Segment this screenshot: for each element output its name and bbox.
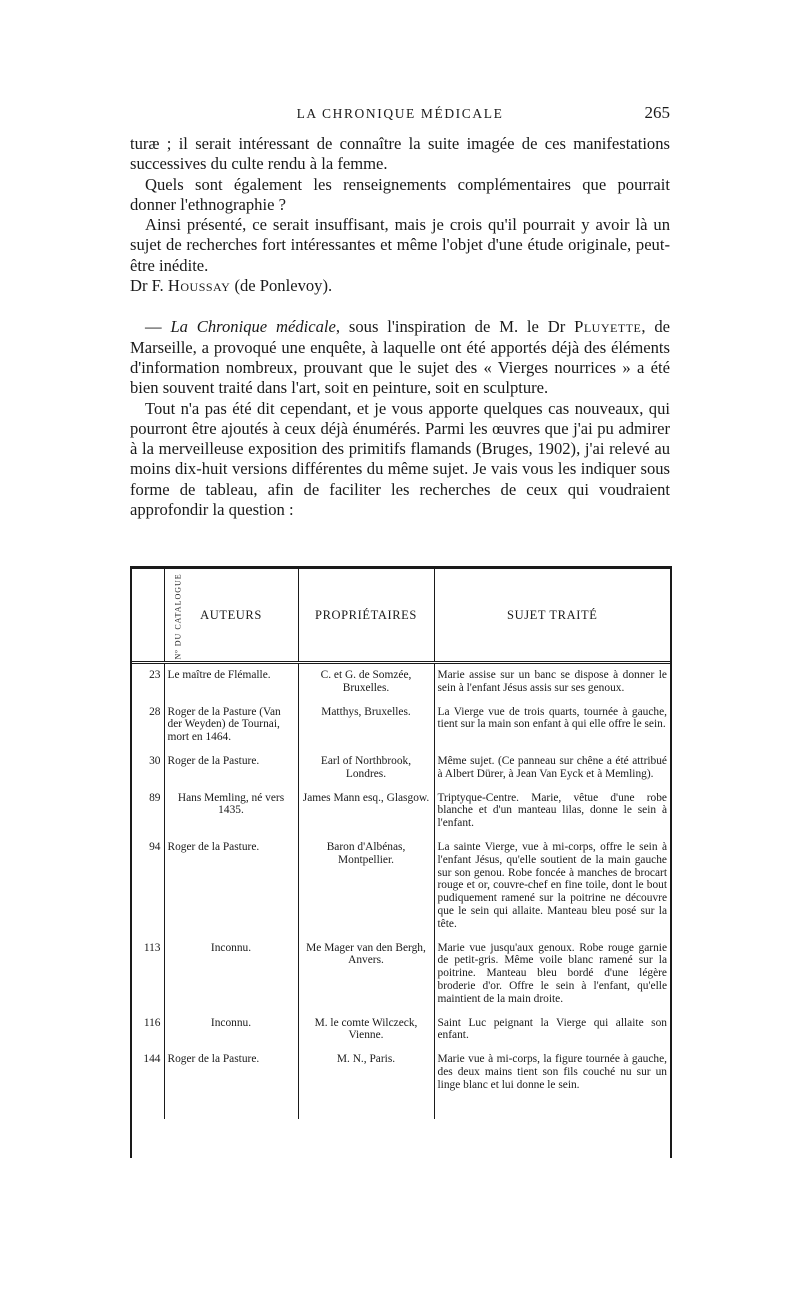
owner-cell: James Mann esq., Glasgow. xyxy=(298,787,434,836)
catalogue-number: 113 xyxy=(132,937,164,1012)
author-cell: Inconnu. xyxy=(164,1012,298,1049)
paragraph-4-text-b: , de Marseille, a provoqué une enquête, à laquelle ont été apportés déjà des éléments d'information nombreux, prouvant que le sujet des « Vierges nourrices » a été bien souvent traité dans l'art, soit en peinture, soit en sculpture. xyxy=(130,317,670,398)
paragraph-gap xyxy=(130,296,670,317)
table-row xyxy=(132,1012,670,1049)
subject-cell: Même sujet. (Ce panneau sur chêne a été attribué à Albert Dürer, à Jean Van Eyck et à Memling). xyxy=(437,754,667,780)
signature-title: Dr F. xyxy=(130,276,164,296)
signature-name: Houssay xyxy=(167,276,231,296)
table-row xyxy=(132,836,670,937)
body-text xyxy=(130,134,670,520)
paragraph-1: turæ ; il serait intéressant de connaître la suite imagée de ces manifestations successives du culte rendu à la femme. xyxy=(130,134,670,174)
running-head xyxy=(130,103,670,128)
table-header-row xyxy=(132,569,670,663)
owner-cell: M. N., Paris. xyxy=(298,1048,434,1119)
author-cell: Roger de la Pasture. xyxy=(164,750,298,787)
author-cell: Le maître de Flémalle. xyxy=(164,663,298,701)
catalogue-number: 28 xyxy=(132,701,164,750)
table-row xyxy=(132,701,670,750)
table-row xyxy=(132,937,670,1012)
author-cell: Roger de la Pasture. xyxy=(164,836,298,937)
author-cell: Inconnu. xyxy=(164,937,298,1012)
table-row xyxy=(132,1048,670,1119)
paragraph-4-dash: — xyxy=(145,317,171,337)
catalogue-number: 144 xyxy=(132,1048,164,1119)
catalogue-number: 94 xyxy=(132,836,164,937)
journal-title: La Chronique médicale xyxy=(170,317,336,337)
catalogue-number: 89 xyxy=(132,787,164,836)
subject-cell: Marie vue à mi-corps, la figure tournée à gauche, des deux mains tient son fils couché nu sur un linge blanc et lui donne le sein. xyxy=(437,1053,667,1091)
paragraph-4 xyxy=(130,317,670,398)
table-row xyxy=(132,663,670,701)
paragraph-2: Quels sont également les renseignements complémentaires que pourrait donner l'ethnographie ? xyxy=(130,174,670,214)
signature-place: (de Ponlevoy). xyxy=(234,276,333,296)
author-cell: Roger de la Pasture (Van der Weyden) de Tournai, mort en 1464. xyxy=(164,701,298,750)
header-owners: PROPRIÉTAIRES xyxy=(298,569,434,663)
owner-cell: Baron d'Albénas, Montpellier. xyxy=(298,836,434,937)
signature xyxy=(130,276,670,296)
subject-cell: La Vierge vue de trois quarts, tournée à gauche, tient sur la main son enfant à qui elle offre le sein. xyxy=(437,705,667,731)
author-cell: Hans Memling, né vers 1435. xyxy=(164,787,298,836)
header-catalogue-number: Nº DU CATALOGUE xyxy=(132,569,164,663)
paragraph-4-text-a: , sous l'inspiration de M. le Dr xyxy=(335,317,575,337)
running-title: LA CHRONIQUE MÉDICALE xyxy=(296,106,504,121)
owner-cell: Earl of Northbrook, Londres. xyxy=(298,750,434,787)
catalogue-number: 30 xyxy=(132,750,164,787)
catalogue-number: 116 xyxy=(132,1012,164,1049)
owner-cell: Me Mager van den Bergh, Anvers. xyxy=(298,937,434,1012)
owner-cell: M. le comte Wilczeck, Vienne. xyxy=(298,1012,434,1049)
author-cell: Roger de la Pasture. xyxy=(164,1048,298,1119)
subject-cell: La sainte Vierge, vue à mi-corps, offre le sein à l'enfant Jésus, qu'elle soutient de la main gauche sur son genou. Robe foncée à manches de brocart rouge et or, couvre-chef en fine toile, dont le bout pudiquement ramené sur la poitrine ne découvre que le sein qui allaite. Manteau bleu posé sur la tête. xyxy=(437,840,667,930)
paragraph-3: Ainsi présenté, ce serait insuffisant, mais je crois qu'il pourrait y avoir là un sujet de recherches fort intéressantes et même l'objet d'une étude originale, peut-être inédite. xyxy=(130,215,670,275)
table-row xyxy=(132,750,670,787)
subject-cell: Triptyque-Centre. Marie, vêtue d'une robe blanche et d'un manteau lilas, donne le sein à l'enfant. xyxy=(437,791,667,830)
paragraph-5: Tout n'a pas été dit cependant, et je vous apporte quelques cas nouveaux, qui pourront être ajoutés à ceux déjà énumérés. Parmi les œuvres que j'ai pu admirer à la merveilleuse exposition des primitifs flamands (Bruges, 1902), j'ai relevé au moins dix-huit versions différentes du même sujet. Je vais vous les indiquer sous forme de tableau, afin de faciliter les recherches de ceux qui voudraient approfondir la question : xyxy=(130,398,670,520)
page-number: 265 xyxy=(644,103,670,122)
doctor-name: Pluyette xyxy=(574,317,642,337)
header-subject: SUJET TRAITÉ xyxy=(434,569,670,663)
subject-cell: Marie assise sur un banc se dispose à donner le sein à l'enfant Jésus assis sur ses genoux. xyxy=(437,669,667,694)
header-authors: AUTEURS xyxy=(164,569,298,663)
table-row xyxy=(132,787,670,836)
catalogue-table xyxy=(130,566,672,1158)
subject-cell: Saint Luc peignant la Vierge qui allaite son enfant. xyxy=(437,1016,667,1042)
owner-cell: C. et G. de Somzée, Bruxelles. xyxy=(298,663,434,701)
owner-cell: Matthys, Bruxelles. xyxy=(298,701,434,750)
catalogue-number: 23 xyxy=(132,663,164,701)
subject-cell: Marie vue jusqu'aux genoux. Robe rouge garnie de petit-gris. Même voile blanc ramené sur la poitrine. Manteau bleu bordé d'une légère broderie d'or. Offre le sein à l'enfant, qu'elle maintient de la main droite. xyxy=(437,941,667,1005)
